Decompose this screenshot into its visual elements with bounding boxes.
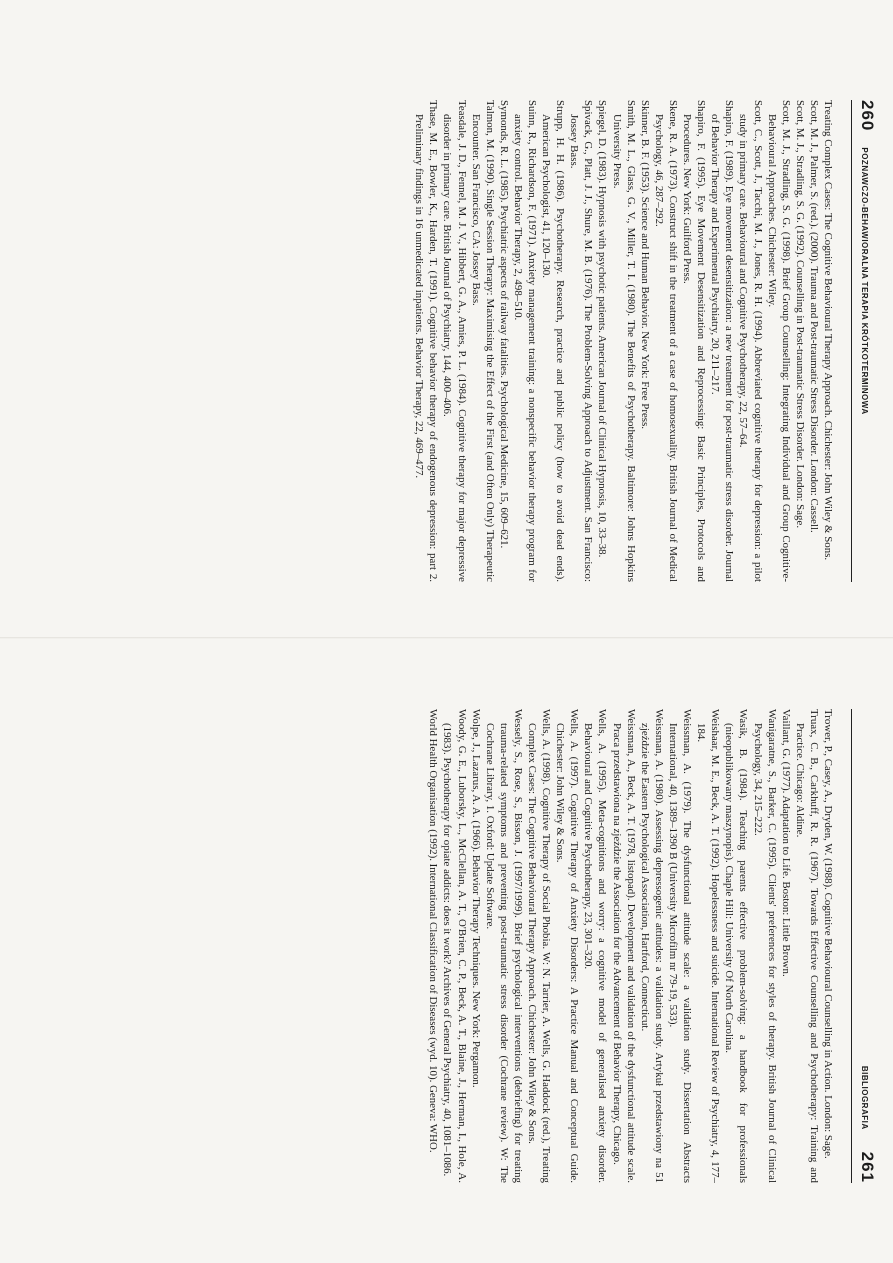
reference-entry: Skinner, B. F. (1953). Science and Human Behavior. New York: Free Press. — [638, 100, 651, 429]
left-page-header — [855, 100, 877, 582]
right-page — [0, 639, 893, 1263]
right-page-header — [855, 709, 877, 1183]
reference-entry: Scott, M. J., Palmer, S. (red.). (2000). Trauma and Post-traumatic Stress Disorder. London: Cassell. — [807, 100, 820, 533]
reference-entry: Weishaar, M. E., Beck, A. T. (1992). Hopelessness and suicide. International Review of Psychiatry, 4, 177–184. — [695, 709, 722, 1183]
reference-entry: Weissman, A. (1980). Assessing depressogenic attitudes: a validation study. Artykuł przedstawiony na 51 zjeździe the Eastern Psychological Association, Hartford, Connecticut. — [638, 709, 665, 1183]
reference-entry: Strupp, H. H. (1986). Psychotherapy. Research, practice and public policy (how to avoid dead ends). American Psychologist, 41, 120–130. — [540, 100, 567, 582]
reference-entry: World Health Organisation (1992). International Classification of Diseases (wyd. 10). Geneva: WHO. — [427, 709, 440, 1153]
reference-entry: Teasdale, J. D., Fennel, M. J. V., Hibbert, G. A., Amies, P. L. (1984). Cognitive therapy for major depressive disorder in primary care. British Journal of Psychiatry, 144, 400–406. — [441, 100, 468, 582]
reference-entry: Scott, M. J., Stradling, S. G. (1992). Counselling in Post-traumatic Stress Disorder. London: Sage. — [793, 100, 806, 529]
reference-entry: Wanigaratne, S., Barker, C. (1995). Clients' preferences for styles of therapy. British Journal of Clinical Psychology, 34, 215–222. — [751, 709, 778, 1183]
reference-entry: Truax, C. B., Carkhuff, R. R. (1967). Towards Effective Counselling and Psychotherapy: Training and Practice. Chicago: Aldine. — [793, 709, 820, 1183]
reference-entry: Wells, A. (1995). Meta-cognitions and worry: a cognitive model of generalised anxiety disorder. Behavioural and Cognitive Psychotherapy, 23, 301–320. — [582, 709, 609, 1183]
reference-entry: Symonds, R. L. (1985). Psychiatric aspects of railway fatalities. Psychological Medicine, 15, 609–621. — [497, 100, 510, 549]
reference-entry: Weissman, A. (1979). The dysfunctional attitude scale: a validation study. Dissertation Abstracts International, 40, 1389–1390 B (University Microfilm nr 79-19, 533). — [666, 709, 694, 1183]
right-reference-list — [426, 709, 835, 1183]
left-header-rule — [851, 100, 852, 582]
reference-entry: Weissman, A., Beck, A. T. (1978, listopad). Development and validation of the dysfunctional attitude scale. Praca przedstawiona na zjeździe the Association for the Advancement of Behavior Therapy, Chicago. — [610, 709, 637, 1183]
reference-entry: Spivack, G., Platt, J. J., Shure, M. B. (1976). The Problem-Solving Approach to Adjustment. San Francisco: Jossey Bass. — [568, 100, 595, 582]
reference-entry: Vaillant, G. (1977). Adaptation to Life. Boston: Little Brown. — [779, 709, 792, 977]
reference-entry: Wessely, S., Rose, S., Bisson, J. (1997/1999). Brief psychological interventions (debriefing) for treating trauma-related symptoms and preventing post-traumatic stress disorder (Cochrane review). W: The Cochrane Library, 1. Oxford: Update Software. — [483, 709, 524, 1183]
reference-entry: Spiegel, D. (1983). Hypnosis with psychotic patients. American Journal of Clinical Hypnosis, 10, 33–38. — [596, 100, 609, 558]
reference-entry: Shapiro, F. (1989). Eye movement desensitization: a new treatment for post-traumatic stress disorder. Journal of Behavior Therapy and Experimental Psychiatry, 20, 211–217. — [709, 100, 736, 582]
reference-entry: Wells, A. (1998). Cognitive Therapy of Social Phobia. W: N. Tarrier, A. Wells, G. Haddock (red.), Treating Complex Cases: The Cognitive Behavioural Therapy Approach. Chichester: John Wiley & Sons. — [526, 709, 553, 1183]
reference-entry: Shapiro, F. (1995). Eye Movement Desensitization and Reprocessing: Basic Principles, Protocols and Procedures. New York: Guilford Press. — [681, 100, 708, 582]
reference-entry: Trower, P., Casey, A., Dryden, W. (1988). Cognitive Behavioural Counselling in Action. London: Sage. — [822, 709, 834, 1159]
right-header-rule — [851, 709, 852, 1183]
reference-entry: Skene, R. A. (1973). Construct shift in the treatment of a case of homosexuality. British Journal of Medical Psychology, 46, 287–292. — [652, 100, 679, 582]
reference-entry: Talmon, M. (1990). Single Session Therapy: Maximising the Effect of the First (and Often Only) Therapeutic Encounter. San Francisco, CA: Jossey Bass. — [469, 100, 496, 582]
reference-entry: Scott, C., Scott, J., Tacchi, M. J., Jones, R. H. (1994). Abbreviated cognitive therapy for depression: a pilot study in primary care. Behavioural and Cognitive Psychotherapy, 22, 57–64. — [737, 100, 764, 582]
right-running-head: BIBLIOGRAFIA — [860, 1065, 869, 1130]
reference-entry: Scott, M. J., Stradling, S. G. (1998). Brief Group Counselling: Integrating Individual and Group Cognitive-Behavioural Approaches. Chichester: Wiley. — [765, 100, 792, 582]
reference-entry: Wolpe, J., Lazarus, A. A. (1966). Behavior Therapy Techniques. New York: Pergamon. — [469, 709, 482, 1088]
reference-entry: Suinn, R., Richardson, F. (1971). Anxiety management training: a nonspecific behavior therapy program for anxiety control. Behavior Therapy, 2, 498–510. — [511, 100, 539, 582]
reference-entry: Wasik, B. (1984). Teaching parents effective problem-solving: a handbook for professionals (nieopublikowany maszynopis). Chaple Hill: University Of North Carolina. — [723, 709, 750, 1183]
reference-entry: Woody, G. E., Luborsky, L., McClellan, A. T., O'Brien, C. P., Beck, A. T., Blaine, J., Herman, I., Hole, A. (1983). Psychotherapy for opiate addicts: does it work? Archives of General Psychiatry, 40, 1081–1086. — [441, 709, 468, 1183]
reference-entry: Thase, M. E., Bowler, K., Harden, T. (1991). Cognitive behavior therapy of endogenous depression: part 2. Preliminary findings in 16 unmedicated inpatients. Behavior Therapy, 22, 469–477. — [413, 100, 440, 582]
reference-entry: Smith, M. L., Glass, G. V., Miller, T. I. (1980). The Benefits of Psychotherapy. Baltimore: Johns Hopkins University Press. — [610, 100, 637, 582]
left-reference-list — [412, 100, 835, 582]
reference-entry: Treating Complex Cases: The Cognitive Behavioural Therapy Approach. Chichester: John Wiley & Sons. — [822, 100, 834, 561]
left-running-head: POZNAWCZO-BEHAWIORALNA TERAPIA KRÓTKOTERMINOWA — [860, 147, 869, 415]
reference-entry: Wells, A. (1997). Cognitive Therapy of Anxiety Disorders: A Practice Manual and Conceptual Guide. Chichester: John Wiley & Sons. — [554, 709, 581, 1183]
right-page-number: 261 — [858, 1151, 877, 1183]
left-page-number: 260 — [858, 100, 877, 132]
